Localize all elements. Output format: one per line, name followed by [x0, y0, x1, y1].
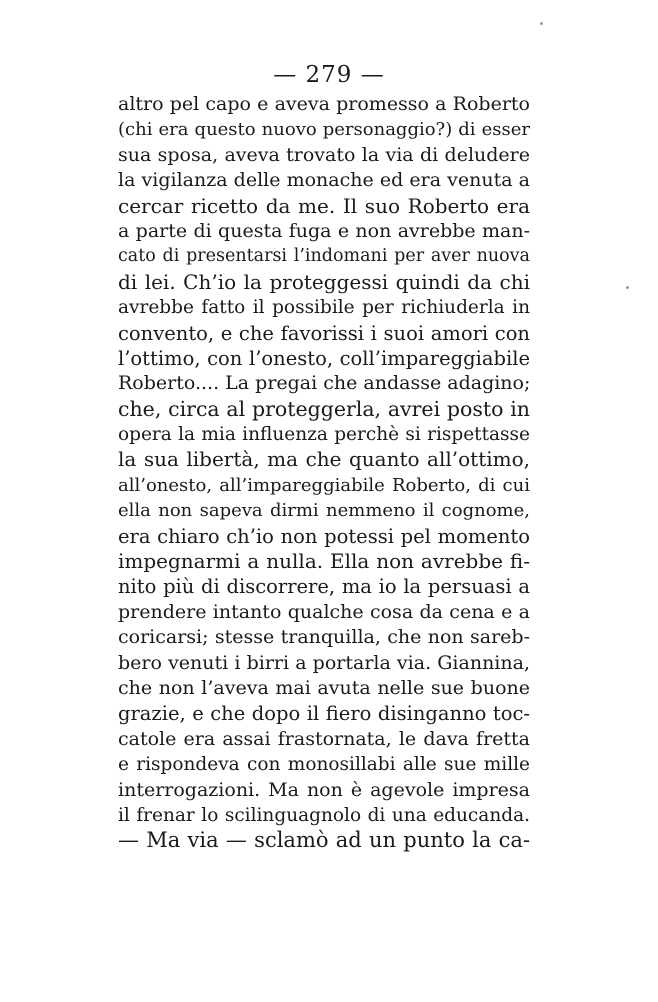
- text-line: l’ottimo, con l’onesto, coll’impareggiabile: [118, 346, 530, 370]
- text-line: altro pel capo e aveva promesso a Roberto: [118, 93, 530, 115]
- paper-speck: [626, 286, 629, 289]
- text-line: era chiaro ch’io non potessi pel momento: [118, 524, 530, 548]
- text-line: di lei. Ch’io la proteggessi quindi da chi: [118, 269, 530, 294]
- body-text: [118, 92, 530, 854]
- text-line: che, circa al proteggerla, avrei posto in: [118, 396, 530, 421]
- text-line: — Ma via — sclamò ad un punto la ca-: [118, 828, 530, 853]
- text-line: bero venuti i birri a portarla via. Giannina,: [118, 651, 530, 674]
- text-line: a parte di questa fuga e non avrebbe man-: [118, 219, 530, 242]
- text-line: e rispondeva con monosillabi alle sue mille: [118, 754, 530, 776]
- text-line: (chi era questo nuovo personaggio?) di esser: [118, 119, 530, 141]
- text-line: la vigilanza delle monache ed era venuta a: [118, 169, 530, 192]
- text-line: opera la mia influenza perchè si rispettasse: [118, 424, 530, 446]
- text-line: avrebbe fatto il possibile per richiuderla in: [118, 297, 530, 319]
- text-line: cercar ricetto da me. Il suo Roberto era: [118, 193, 530, 218]
- text-line: all’onesto, all’impareggiabile Roberto, di cui: [118, 474, 530, 496]
- text-line: convento, e che favorissi i suoi amori con: [118, 321, 530, 345]
- text-line: grazie, e che dopo il fiero disinganno toc-: [118, 702, 530, 726]
- page-number: — 279 —: [273, 62, 385, 88]
- text-line: prendere intanto qualche cosa da cena e a: [118, 600, 530, 623]
- text-line: nito più di discorrere, ma io la persuasi a: [118, 575, 530, 599]
- text-line: interrogazioni. Ma non è agevole impresa: [118, 778, 530, 801]
- text-line: Roberto.... La pregai che andasse adagino;: [118, 372, 530, 395]
- text-line: che non l’aveva mai avuta nelle sue buone: [118, 676, 530, 699]
- text-line: la sua libertà, ma che quanto all’ottimo,: [118, 447, 530, 472]
- text-line: catole era assai frastornata, le dava fretta: [118, 727, 530, 750]
- text-line: impegnarmi a nulla. Ella non avrebbe fi-: [118, 549, 530, 574]
- text-line: coricarsi; stesse tranquilla, che non sareb-: [118, 626, 530, 649]
- text-line: ella non sapeva dirmi nemmeno il cognome,: [118, 500, 530, 522]
- text-line: cato di presentarsi l’indomani per aver nuova: [118, 246, 530, 267]
- paper-speck: [540, 22, 543, 25]
- text-line: sua sposa, aveva trovato la via di deludere: [118, 143, 530, 166]
- text-line: il frenar lo scilinguagnolo di una educanda.: [118, 804, 530, 826]
